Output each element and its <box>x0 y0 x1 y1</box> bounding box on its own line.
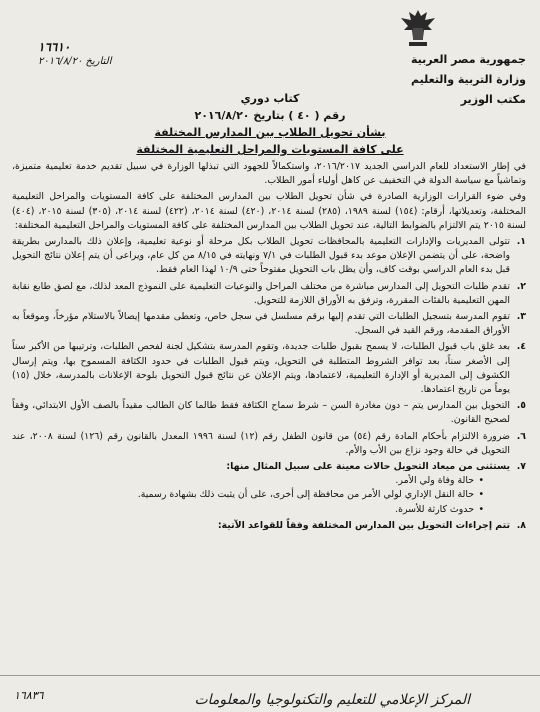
rule-item-3: ٣. تقوم المدرسة بتسجيل الطلبات التي تقدم إليها برقم مسلسل في سجل خاص، وتعطى مقدمها إيصالاً بالاستلام مؤرخاً، وموقعاً به الأوراق المقدمة، ورقم القيد في السجل. <box>12 311 526 337</box>
letter-number: رقم ( ٤٠ ) بتاريخ ٢٠١٦/٨/٢٠ <box>194 109 346 122</box>
rule-item-6: ٦. ضرورة الالتزام بأحكام المادة رقم (٥٤) من قانون الطفل رقم (١٢) لسنة ١٩٩٦ المعدل بالقانون رقم (١٢٦) لسنة ٢٠٠٨، عند التحويل في حالة وجود نزاع بين الأب والأم. <box>12 430 526 456</box>
letter-kind: كتاب دوري <box>240 92 300 105</box>
reference-date: التاريخ ٢٠١٦/٨/٢٠ <box>38 56 112 67</box>
footer-number: ١٦٨٣٦ <box>14 689 44 702</box>
letter-titles <box>20 90 520 158</box>
rule-item-8: ٨. تتم إجراءات التحويل بين المدارس المختلفة وفقاً للقواعد الآتية: <box>217 519 526 531</box>
reference-block <box>38 40 208 67</box>
country-name: جمهورية مصر العربية <box>411 53 526 66</box>
letter-body <box>12 160 526 535</box>
reference-number: ١٦٦١٠ <box>38 40 71 54</box>
handwritten-note: المركز الإعلامي للتعليم والتكنولوجيا والمعلومات <box>194 692 470 708</box>
rule-item-2: ٢. تقدم طلبات التحويل إلى المدارس مباشرة من مختلف المراحل والنوعيات التعليمية على النموذج المعد لذلك، مع لصق طابع نقابة المهن التعليمية بالفئات المقررة، وترفق به الأوراق اللازمة للتحويل. <box>12 280 526 306</box>
rule-item-5: ٥. التحويل بين المدارس يتم – دون مغادرة السن – شرط سماح الكثافة فقط طالما كان الطالب مقيداً بالصف الأول الابتدائي، وفقاً لصحيح القانون. <box>12 400 526 426</box>
exception-item-2: • حالة النقل الإداري لولي الأمر من محافظة إلى أخرى، على أن يثبت ذلك بشهادة رسمية. <box>12 488 484 502</box>
exception-item-3: • حدوث كارثة للأسرة. <box>12 503 484 517</box>
intro-paragraph-1: في إطار الاستعداد للعام الدراسي الجديد ٢٠١٦/٢٠١٧، واستكمالاً للجهود التي تبذلها الوزارة في سبيل تقديم خدمة تعليمية متميزة، وتماشياً مع سياسة الدولة في التخفيف عن كاهل أولياء أمور الطلاب. <box>12 161 526 187</box>
office-name: مكتب الوزير <box>460 93 526 106</box>
eagle-emblem-icon <box>397 6 439 50</box>
letter-scope: على كافة المستويات والمراحل التعليمية المختلفة <box>136 143 404 156</box>
letter-subject: بشأن تحويل الطلاب بين المدارس المختلفة <box>154 126 386 139</box>
ministry-name: وزارة التربية والتعليم <box>411 73 526 86</box>
exception-list <box>12 474 510 517</box>
intro-paragraph-2: وفي ضوء القرارات الوزارية الصادرة في شأن تحويل الطلاب بين المدارس المختلفة على كافة المستويات والمراحل التعليمية المختلفة، وتعديلاتها، أرقام: (١٥٤) لسنة ١٩٨٩، (٢٨٥) لسنة ٢٠١٤، (٤٢٠) لسنة ٢٠١٤، (٤٢٢) لسنة ٢٠١٤، (٣٠٥) لسنة ٢٠١٥، (٤٠٤) لسنة ٢٠١٥ يتم الالتزام بالضوابط التالية، عند تحويل الطلاب بين المدارس المختلفة على كافة المستويات والمراحل التعليمية المختلفة: <box>12 191 526 231</box>
footer-divider <box>0 675 540 676</box>
rule-item-1: ١. تتولى المديريات والإدارات التعليمية بالمحافظات تحويل الطلاب بكل مرحلة أو نوعية تعليمية، وإعلان ذلك بالمدارس بطريقة واضحة، على أن يتضمن الإعلان موعد بدء قبول الطلبات في ٧/١ ونهايته في ٨/١٥ من كل عام، ويراعى أن يتم إعلان نتائج التحويل قبل بدء العام الدراسي بوقت كاف، وأن يظل باب التحويل مفتوحاً حتى ١٠/٩ لهذا العام فقط. <box>12 236 526 276</box>
rule-item-4: ٤. بعد غلق باب قبول الطلبات، لا يسمح بقبول طلبات جديدة، وتقوم المدرسة بتشكيل لجنة لفحص الطلبات، وترتيبها من الأكبر سناً إلى الأصغر سناً، بعد توافر الشروط المتطلبة في التحويل، ويتم قبول الطلبات في حدود الكثافة المسموح بها، ويتم إرسال الكشوف إلى المديرية أو الإدارة التعليمية، لاعتمادها، ويتم الإعلان عن نتائج قبول التحويل بلوحة الإعلانات بالمدرسة، خلال (١٥) يوماً من تاريخ اعتمادها. <box>12 341 526 396</box>
exception-item-1: • حالة وفاة ولي الأمر. <box>12 474 484 488</box>
rules-list <box>12 235 526 533</box>
rule-item-7: ٧. يستثنى من ميعاد التحويل حالات معينة على سبيل المثال منها: • حالة وفاة ولي الأمر. • حالة النقل الإداري لولي الأمر من محافظة إلى أخرى، على أن يثبت ذلك بشهادة رسمية. • حدوث كارثة للأسرة. <box>12 460 526 517</box>
